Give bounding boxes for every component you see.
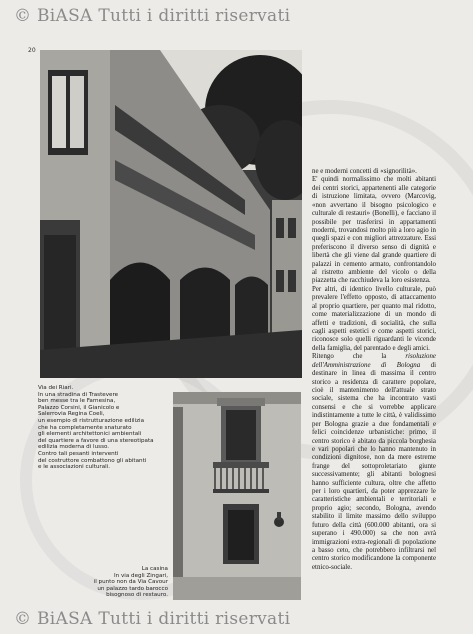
caption-line: gli elementi architettonici ambientali <box>38 431 142 438</box>
caption-line: Via dei Riari. <box>38 385 74 391</box>
caption-line: edilizia moderna di lusso. <box>38 444 110 451</box>
caption-line: del costruttore combattono gli abitanti <box>38 457 147 464</box>
caption-via-dei-riari <box>38 385 168 471</box>
caption-line: il punto non da Via Cavour <box>93 579 168 586</box>
caption-line: e le associazioni culturali. <box>38 464 111 471</box>
caption-line: un esempio di ristrutturazione edilizia <box>38 417 145 424</box>
body-text-lead: Ritengo che la <box>312 353 406 361</box>
caption-line: La casina <box>141 566 168 572</box>
body-paragraph <box>312 353 436 572</box>
body-paragraph: Per altri, di identico livello culturale, può prevalere l'effetto opposto, di attaccamento al proprio quartiere, per quanto mal ridotto, come materializzazione di un mondo di affetti e tradizioni, di socialità, che sulla cagli aspetti estetici e come aspetti storici, riconosce solo quelli riguardanti le vicende della famiglia, del parentado e degli amici. <box>312 285 436 352</box>
watermark-top: © BiASA Tutti i diritti riservati <box>14 6 291 26</box>
page-number: 20 <box>28 47 36 54</box>
body-text-rest: di destinare in linea di massima il centro storico a residenza di carattere popolare, cioè il mantenimento dell'attuale strato sociale, sistema che ha incontrato vasti consensi e che si vorrebbe applicare indistintamente a tutte le città, è validissimo per Bologna grazie a due fondamentali e felici coincidenze urbanistiche: primo, il centro storico è abitato da piccola borghesia e vari popolari che lo hanno mantenuto in condizioni dignitose, non da mere estreme frange del sottoproletariato giunte successivamente; gli abitanti bolognesi hanno sufficiente cultura, oltre che affetto per i loro quartieri, da poter apprezzare le caratteristiche ambientali e territoriali e proprio agio; secondo, Bologna, avendo stabilito il limite massimo dello sviluppo futuro della città (600.000 abitanti, ora si superano i 490.000) sa che non avrà immigrazioni extra-regionali di popolazione a basso ceto, che potrebbero infiltrarsi nel centro storico modificandone la componente etnico-sociale. <box>312 361 436 571</box>
caption-line: ben messe tra le Farnesina, <box>38 398 116 405</box>
caption-palazzo-via-degli-zingari <box>40 566 168 599</box>
caption-line: bisognoso di restauro. <box>106 592 168 599</box>
caption-line: In una stradina di Trastevere <box>38 391 119 398</box>
photo-palazzo-via-degli-zingari <box>173 392 301 600</box>
caption-line: In via degli Zingari, <box>113 572 168 579</box>
body-paragraph: E' quindi normalissimo che molti abitanti dei centri storici, appartenenti alle categorie di istruzione limitata, ovvero (Marcovig, «non avvertano il bisogno psicologico e culturale di restauri» (Bonelli), e facciano il possibile per trasferirsi in appartamenti moderni, trovandosi molto più a loro agio in quegli spazi e con migliori attrezzature. Essi preferiscono il diverso senso di dignità e libertà che gli viene dal grande quartiere di palazzi in cemento armato, confrontandolo al ristretto ambiente del vicolo o della piazzetta che racchiudeva la loro esistenza. <box>312 176 436 285</box>
watermark-bottom: © BiASA Tutti i diritti riservati <box>14 609 291 629</box>
caption-line: Palazzo Corsini, il Gianicolo e <box>38 404 120 411</box>
body-text-italic: risoluzione dell'Amministrazione di Bologna <box>312 353 436 369</box>
article-body-column <box>312 168 436 572</box>
caption-line: che ha completamente snaturato <box>38 424 132 431</box>
body-paragraph: ne e moderni concetti di «signorilità». <box>312 168 417 175</box>
caption-line: Salerrovia Regina Coeli, <box>38 411 105 418</box>
caption-line: Contro tali pesanti interventi <box>38 450 119 457</box>
caption-line: del quartiere a favore di una stereotipata <box>38 437 154 444</box>
photo-via-dei-riari <box>40 50 302 378</box>
caption-line: un palazzo tardo barocco <box>97 585 168 592</box>
